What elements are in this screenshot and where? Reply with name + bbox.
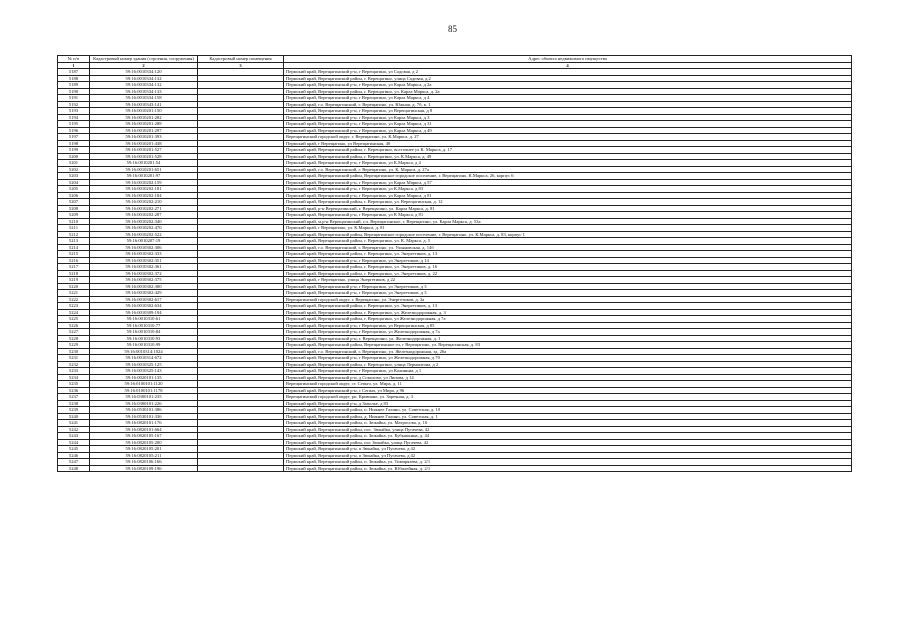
cadastral-number: 59:16:0010302:361: [90, 264, 198, 271]
address: Верещагинский городской округ, г. Верещагино, ул. Энергетиков, д. 3а: [284, 296, 852, 303]
row-number: 5227: [58, 329, 90, 336]
row-number: 5242: [58, 426, 90, 433]
row-number: 5221: [58, 290, 90, 297]
cadastral-number: 59:16:0100101:1178: [90, 387, 198, 394]
row-number: 5203: [58, 173, 90, 180]
row-number: 5215: [58, 251, 90, 258]
row-number: 5193: [58, 108, 90, 115]
cadastral-number: 59:16:0820105:211: [90, 452, 198, 459]
cadastral-number: 59:16:0010201:150: [90, 108, 198, 115]
address: Пермский край, Верещагинский р-н, г Верещагино, ул Калинина, д 1: [284, 368, 852, 375]
cadastral-number: 59:16:0010302:617: [90, 296, 198, 303]
row-number: 5202: [58, 166, 90, 173]
row-number: 5217: [58, 264, 90, 271]
address: Пермский край, Верещагинский район, г. Верещагино, ул. Верещагинская, д. 12: [284, 199, 852, 206]
address: Пермский край, Верещагинский р-н, г Верещагино, ул К Маркса, д 81: [284, 212, 852, 219]
row-number: 5214: [58, 244, 90, 251]
row-number: 5216: [58, 257, 90, 264]
address: Пермский край, Верещагинский район, г. Верещагино, ул. Энергетиков, д. 13: [284, 303, 852, 310]
row-number: 5219: [58, 277, 90, 284]
address: Пермский край, г Верещагино, ул. К.Маркса, д. 81: [284, 225, 852, 232]
address: Пермский край, г Верещагино, улица Энергетиков, д 22: [284, 277, 852, 284]
row-number: 5240: [58, 413, 90, 420]
address: Пермский край, Верещагинский р-н, п Зюкайка, ул Пугачева, д 42: [284, 446, 852, 453]
address: Пермский край, Верещагинский р-н, г Верещагино, ул Карла Маркса, д 31: [284, 121, 852, 128]
cadastral-number: 59:16:0010310:61: [90, 316, 198, 323]
cadastral-number: 59:16:0820105:200: [90, 439, 198, 446]
row-number: 5209: [58, 212, 90, 219]
cadastral-number: 59:16:0010201:288: [90, 121, 198, 128]
address: Пермский край, г.о. Верещагинский, г. Верещагино, ул. Ульяновская, д. 14б: [284, 244, 852, 251]
header-address: Адрес объекта недвижимого имущества: [284, 56, 852, 63]
cadastral-number: 59:16:0010314:1024: [90, 348, 198, 355]
column-number: 1: [58, 62, 90, 69]
address: Пермский край, Верещагинский район, г. Верещагино, ул. Энергетиков, д. 16: [284, 264, 852, 271]
property-registry-table: [57, 55, 852, 472]
row-number: 5244: [58, 439, 90, 446]
address: Пермский край, Верещагинский р-н, д Соколово, ул Липова, д 14: [284, 374, 852, 381]
row-number: 5190: [58, 88, 90, 95]
address: Пермский край, Верещагинский р-н, г Верещагино, ул Карла Маркса, д 4: [284, 95, 852, 102]
address: Пермский край, Верещагинский район, г. Верещагино, ул. Железнодорожная, д. 3: [284, 309, 852, 316]
address: Пермский край, Верещагинский р-н, г Верещагино, ул Верещагинская, д 85: [284, 322, 852, 329]
cadastral-number: 59:16:0010201:282: [90, 114, 198, 121]
row-number: 5198: [58, 140, 90, 147]
address: Пермский край, Верещагинский район, пос Зюкайка, улица Пугачева, 42: [284, 439, 852, 446]
address: Пермский край, Верещагинский р-н, г Верещагино, ул К.Маркса, д 83: [284, 186, 852, 193]
address: Пермский край, Верещагинский район, г. Верещагино, ул. Карла Маркса, д. 2а: [284, 88, 852, 95]
address: Пермский край, Верещагинский район, г. Верещагино, ул Железнодорожная, д 7а: [284, 316, 852, 323]
cadastral-number: 59:16:0010325:143: [90, 368, 198, 375]
cadastral-number: 59:16:0010201:528: [90, 153, 198, 160]
row-number: 5236: [58, 387, 90, 394]
address: Пермский край, Верещагинский район, п. Зюкайка, ул. Юбилейная, д. 2/1: [284, 465, 852, 472]
cadastral-number: 59:16:0010207:19: [90, 238, 198, 245]
row-number: 5199: [58, 147, 90, 154]
cadastral-number: 59:16:0010302:372: [90, 270, 198, 277]
cadastral-number: 59:16:0010202:470: [90, 225, 198, 232]
cadastral-number: 59:16:0010302:375: [90, 277, 198, 284]
address: Пермский край, Верещагинский район, п. Зюкайка, ул. Тимирязева, д. 2/1: [284, 459, 852, 466]
address: Пермский край, Верещагинский район, п. Зюкайка, ул. Кубышкина, д. 44: [284, 433, 852, 440]
row-number: 5187: [58, 69, 90, 76]
cadastral-number: 59:16:0010334:132: [90, 82, 198, 89]
row-number: 5230: [58, 348, 90, 355]
row-number: 5213: [58, 238, 90, 245]
cadastral-number: 59:16:0010302:306: [90, 244, 198, 251]
address: Пермский край, Верещагинский район, г. Верещагино, ул. Энергетиков, д. 22: [284, 270, 852, 277]
address: Пермский край, г Верещагино, ул Верещагинская, 40: [284, 140, 852, 147]
row-number: 5191: [58, 95, 90, 102]
address: Пермский край, р-н Верещагинский, г. Верещагино, ул. Карла Маркса, д. 81: [284, 205, 852, 212]
address: Пермский край, г.о. Верещагинский, г. Верещагино, ул. К. Маркса, д. 27а: [284, 166, 852, 173]
address: Пермский край, Верещагинский р-н, г Верещагино, ул Карла Маркса, д 2а: [284, 82, 852, 89]
row-number: 5243: [58, 433, 90, 440]
column-number: 4: [284, 62, 852, 69]
cadastral-number: 59:16:0010302:429: [90, 290, 198, 297]
row-number: 5248: [58, 465, 90, 472]
address: Пермский край, Верещагинский р-н, г Верещагино, ул Энергетиков, д 14: [284, 257, 852, 264]
address: Верещагинский городской округ, рп. Кривчане, ул. Заречная, д. 3: [284, 394, 852, 401]
row-number: 5207: [58, 199, 90, 206]
column-number: 2: [90, 62, 198, 69]
row-number: 5239: [58, 407, 90, 414]
row-number: 5238: [58, 400, 90, 407]
cadastral-number: 59:16:0010334:132: [90, 75, 198, 82]
cadastral-number: 59:16:0010310:77: [90, 322, 198, 329]
cadastral-number: 59:16:0010310:99: [90, 342, 198, 349]
row-number: 5194: [58, 114, 90, 121]
row-number: 5192: [58, 101, 90, 108]
address: Пермский край, Верещагинский район, п. Нижнее Галино, ул. Советская, д. 10: [284, 407, 852, 414]
cadastral-number: 59:16:0010202:271: [90, 205, 198, 212]
cadastral-number: 59:16:0010201:54: [90, 160, 198, 167]
cadastral-number: 59:16:0820109:196: [90, 465, 198, 472]
cadastral-number: 59:16:0300101:235: [90, 394, 198, 401]
cadastral-number: 59:16:0010314:672: [90, 355, 198, 362]
row-number: 5222: [58, 296, 90, 303]
row-number: 5223: [58, 303, 90, 310]
table-body: [58, 69, 852, 472]
cadastral-number: 59:16:0010201:438: [90, 140, 198, 147]
address: Пермский край, м.р-н Верещагинский, г.п. Верещагинское, г. Верещагино, ул. Карла Маркса, д. 53а: [284, 218, 852, 225]
row-number: 5189: [58, 82, 90, 89]
row-number: 5229: [58, 342, 90, 349]
address: Пермский край, Верещагинский р-н, г. Верещагино, ул. Железнодорожная, д. 1: [284, 335, 852, 342]
row-number: 5211: [58, 225, 90, 232]
cadastral-number: 59:16:0010201:527: [90, 147, 198, 154]
address: Пермский край, Верещагинский р-н, г Верещагино, ул Карла Маркса, д 81: [284, 192, 852, 199]
address: Пермский край, Верещагинский р-н, г Верещагино, ул Энергетиков, д 3: [284, 283, 852, 290]
cadastral-number: 59:16:0010201:97: [90, 173, 198, 180]
cadastral-number: 59:16:0010334:133: [90, 88, 198, 95]
address: Пермский край, Верещагинский р-н, п Зюкайка, ул Пугачева, д 42: [284, 452, 852, 459]
cadastral-number: 59:16:0010325:125: [90, 361, 198, 368]
row-number: 5235: [58, 381, 90, 388]
address: Пермский край, Верещагинский р-н, с Сепыч, ул Мира, д 96: [284, 387, 852, 394]
row-number: 5204: [58, 179, 90, 186]
cadastral-number: 59:16:0100101:1120: [90, 381, 198, 388]
cadastral-number: 59:16:0010302:333: [90, 251, 198, 258]
row-number: 5245: [58, 446, 90, 453]
cadastral-number: 59:16:0010202:340: [90, 218, 198, 225]
row-number: 5188: [58, 75, 90, 82]
address: Верещагинский городской округ, г. Верещагино, ул. К.Маркса, д. 27: [284, 134, 852, 141]
row-number: 5226: [58, 322, 90, 329]
cadastral-number: 59:16:0010302:351: [90, 257, 198, 264]
cadastral-number: 59:16:0010202:159: [90, 179, 198, 186]
row-number: 5197: [58, 134, 90, 141]
row-number: 5247: [58, 459, 90, 466]
cadastral-number: 59:16:0010302:634: [90, 303, 198, 310]
header-cadastral-building: Кадастровый номер здания (строения, сооружения): [90, 56, 198, 63]
cadastral-number: 59:16:0010343:141: [90, 101, 198, 108]
cadastral-number: 59:16:0010202:184: [90, 192, 198, 199]
address: Пермский край, Верещагинский район, пос. Зюкайка, улица Пугачева, 42: [284, 426, 852, 433]
row-number: 5200: [58, 153, 90, 160]
cadastral-number: 59:16:0530101:386: [90, 407, 198, 414]
row-number: 5205: [58, 186, 90, 193]
address: Пермский край, г.о. Верещагинский, г. Верещагино, ул. Железнодорожная, зд. 26а: [284, 348, 852, 355]
cadastral-number: 59:16:0820101:176: [90, 420, 198, 427]
address: Пермский край, Верещагинский район, г. Верещагино, ул. Энергетиков, д. 13: [284, 251, 852, 258]
cadastral-number: 59:16:0010201:393: [90, 134, 198, 141]
cadastral-number: 59:16:0820106:166: [90, 459, 198, 466]
cadastral-number: 59:16:0010201:651: [90, 166, 198, 173]
address: Пермский край, Верещагинский р-н, г Верещагино, ул Карла Маркса, д 3: [284, 114, 852, 121]
row-number: 5232: [58, 361, 90, 368]
row-number: 5212: [58, 231, 90, 238]
cadastral-number: 59:16:0010302:380: [90, 283, 198, 290]
cadastral-number: 59:16:0010202:210: [90, 199, 198, 206]
header-num: № п/п: [58, 56, 90, 63]
row-number: 5224: [58, 309, 90, 316]
row-number: 5208: [58, 205, 90, 212]
address: Пермский край, Верещагинский р-н, д Заполье, д 83: [284, 400, 852, 407]
row-number: 5237: [58, 394, 90, 401]
row-number: 5195: [58, 121, 90, 128]
cadastral-number: 59:16:0010202:287: [90, 212, 198, 219]
row-number: 5234: [58, 374, 90, 381]
address: Пермский край, Верещагинский район, г. Верещагино, улица Садовая, д.2: [284, 75, 852, 82]
row-number: 5231: [58, 355, 90, 362]
cadastral-number: 59:16:0010202:522: [90, 231, 198, 238]
cadastral-number: 59:16:0010201:297: [90, 127, 198, 134]
room-number: [198, 465, 284, 472]
row-number: 5220: [58, 283, 90, 290]
address: Пермский край, Верещагинский район, г. Верещагино, улица Лермонтова, д 2: [284, 361, 852, 368]
address: Пермский край, Верещагинский район, Верещагинское городское поселение, г. Верещагино, К.Маркса, 26, корпус 6: [284, 173, 852, 180]
cadastral-number: 59:16:0010202:181: [90, 186, 198, 193]
cadastral-number: 59:16:0820105:201: [90, 446, 198, 453]
table-row: [58, 465, 852, 472]
cadastral-number: 59:16:0020101:135: [90, 374, 198, 381]
row-number: 5241: [58, 420, 90, 427]
address: Пермский край, Верещагинский район, г. Верещагино, ул. К.Маркса, д. 49: [284, 153, 852, 160]
row-number: 5218: [58, 270, 90, 277]
cadastral-number: 59:16:0300101:226: [90, 400, 198, 407]
address: Пермский край, Верещагинский район, п. Зюкайка, ул. Матросова, д. 16: [284, 420, 852, 427]
row-number: 5246: [58, 452, 90, 459]
row-number: 5206: [58, 192, 90, 199]
row-number: 5233: [58, 368, 90, 375]
address: Пермский край, Верещагинский район, г. Верещагино, восточнее ул К. Маркса, д. 17: [284, 147, 852, 154]
cadastral-number: 59:16:0010334:158: [90, 95, 198, 102]
column-number: 3: [198, 62, 284, 69]
address: Пермский край, Верещагинский р-н, г Верещагино, ул Верещагинская, д 8: [284, 108, 852, 115]
row-number: 5196: [58, 127, 90, 134]
row-number: 5225: [58, 316, 90, 323]
cadastral-number: 59:16:0820101:664: [90, 426, 198, 433]
cadastral-number: 59:16:0820105:167: [90, 433, 198, 440]
cadastral-number: 59:16:0010309:194: [90, 309, 198, 316]
address: Пермский край, Верещагинский р-н, г Верещагино, ул К.Маркса, д 4: [284, 160, 852, 167]
cadastral-number: 59:16:0010310:84: [90, 329, 198, 336]
cadastral-number: 59:16:0530101:336: [90, 413, 198, 420]
address: Пермский край, Верещагинский район, г. Верещагино, ул. К. Маркса, д. 5: [284, 238, 852, 245]
address: Пермский край, Верещагинский р-н, г Верещагино, ул Железнодорожная, д 7а: [284, 329, 852, 336]
address: Пермский край, Верещагинский р-н, г Верещагино, ул Карла Маркса, д 49: [284, 127, 852, 134]
cadastral-number: 59:16:0010334:120: [90, 69, 198, 76]
address: Пермский край, г.о. Верещагинский, г. Верещагино, ул. Южная, д. 7б, к. 1: [284, 101, 852, 108]
address: Пермский край, Верещагинский р-н, г Верещагино, ул Садовая, д 2: [284, 69, 852, 76]
row-number: 5210: [58, 218, 90, 225]
address: Пермский край, Верещагинский район, Верещагинское гп, г Верещагино, ул. Верещагинская, д. 83: [284, 342, 852, 349]
address: Пермский край, Верещагинский р-н, г Верещагино, ул Энергетиков, д 3: [284, 290, 852, 297]
address: Пермский край, Верещагинский р-н, г Верещагино, ул Карла Маркса, д 57: [284, 179, 852, 186]
cadastral-number: 59:16:0010310:93: [90, 335, 198, 342]
address: Верещагинский городской округ, ст. Сепыч, ул. Мира, д. 11: [284, 381, 852, 388]
row-number: 5201: [58, 160, 90, 167]
header-cadastral-room: Кадастровый номер помещения: [198, 56, 284, 63]
address: Пермский край, Верещагинский р-н, г Верещагино, ул Железнодорожная, д 70: [284, 355, 852, 362]
row-number: 5228: [58, 335, 90, 342]
address: Пермский край, Верещагинский район, д. Нижнее Галино, ул. Советская, д. 1: [284, 413, 852, 420]
address: Пермский край, Верещагинский район, Верещагинское городское поселение, г. Верещагино, ул. К.Маркса, д. 83, корпус 1: [284, 231, 852, 238]
page-number: 85: [448, 24, 457, 34]
